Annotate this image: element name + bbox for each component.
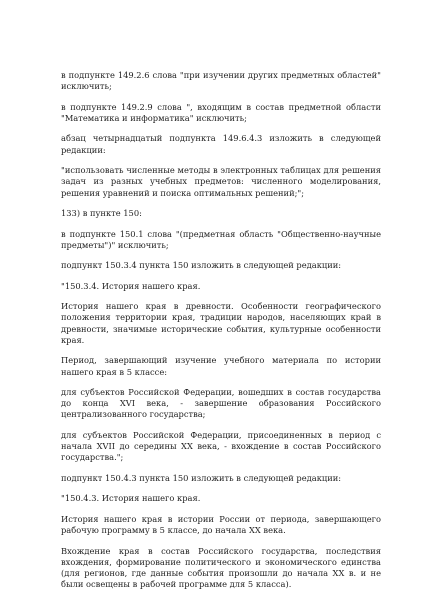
paragraph-quoted-methods: "использовать численные методы в электронных таблицах для решения задач из разных учебных предметов: численного моделирования, решения уравнений и поиска оптимальных решений;"; (61, 165, 381, 198)
paragraph-history-in-russia: История нашего края в истории России от периода, завершающего рабочую программу в 5 классе, до начала XX века. (61, 513, 381, 536)
paragraph-joining-state: Вхождение края в состав Российского государства, последствия вхождения, формирование политического и экономического единства (для регионов, где данные события произошли до начала XX в. и не были освещены в рабочей программе для 5 класса). (61, 545, 381, 590)
paragraph-history-antiquity: История нашего края в древности. Особенности географического положения территории края, традиции народов, населяющих край в древности, значимые исторические события, культурные особенности края. (61, 301, 381, 345)
paragraph-149-2-6: в подпункте 149.2.6 слова "при изучении других предметных областей" исключить; (61, 70, 381, 92)
paragraph-149-6-4-3: абзац четырнадцатый подпункта 149.6.4.3 изложить в следующей редакции: (61, 133, 381, 155)
document-body (61, 70, 381, 600)
paragraph-subjects-xvi-century: для субъектов Российской Федерации, вошедших в состав государства до конца XVI века, - завершение образования Российского централизованного государства; (61, 387, 381, 420)
paragraph-150-4-3-intro: подпункт 150.4.3 пункта 150 изложить в следующей редакции: (61, 472, 342, 483)
paragraph-subjects-xvii-xx-century: для субъектов Российской Федерации, присоединенных в период с начала XVII до середины XX века, - вхождение в состав Российского государства."; (61, 429, 381, 463)
paragraph-150-1: в подпункте 150.1 слова "(предметная область "Общественно-научные предметы")" исключить; (61, 228, 381, 250)
paragraph-149-2-9: в подпункте 149.2.9 слова ", входящим в состав предметной области "Математика и информатика" исключить; (61, 101, 381, 123)
paragraph-period-grade-5: Период, завершающий изучение учебного материала по истории нашего края в 5 классе: (61, 355, 381, 377)
paragraph-item-133: 133) в пункте 150: (61, 208, 142, 219)
paragraph-150-4-3-heading: "150.4.3. История нашего края. (61, 493, 201, 504)
paragraph-150-3-4-intro: подпункт 150.3.4 пункта 150 изложить в следующей редакции: (61, 260, 342, 271)
paragraph-150-3-4-heading: "150.3.4. История нашего края. (61, 280, 201, 291)
